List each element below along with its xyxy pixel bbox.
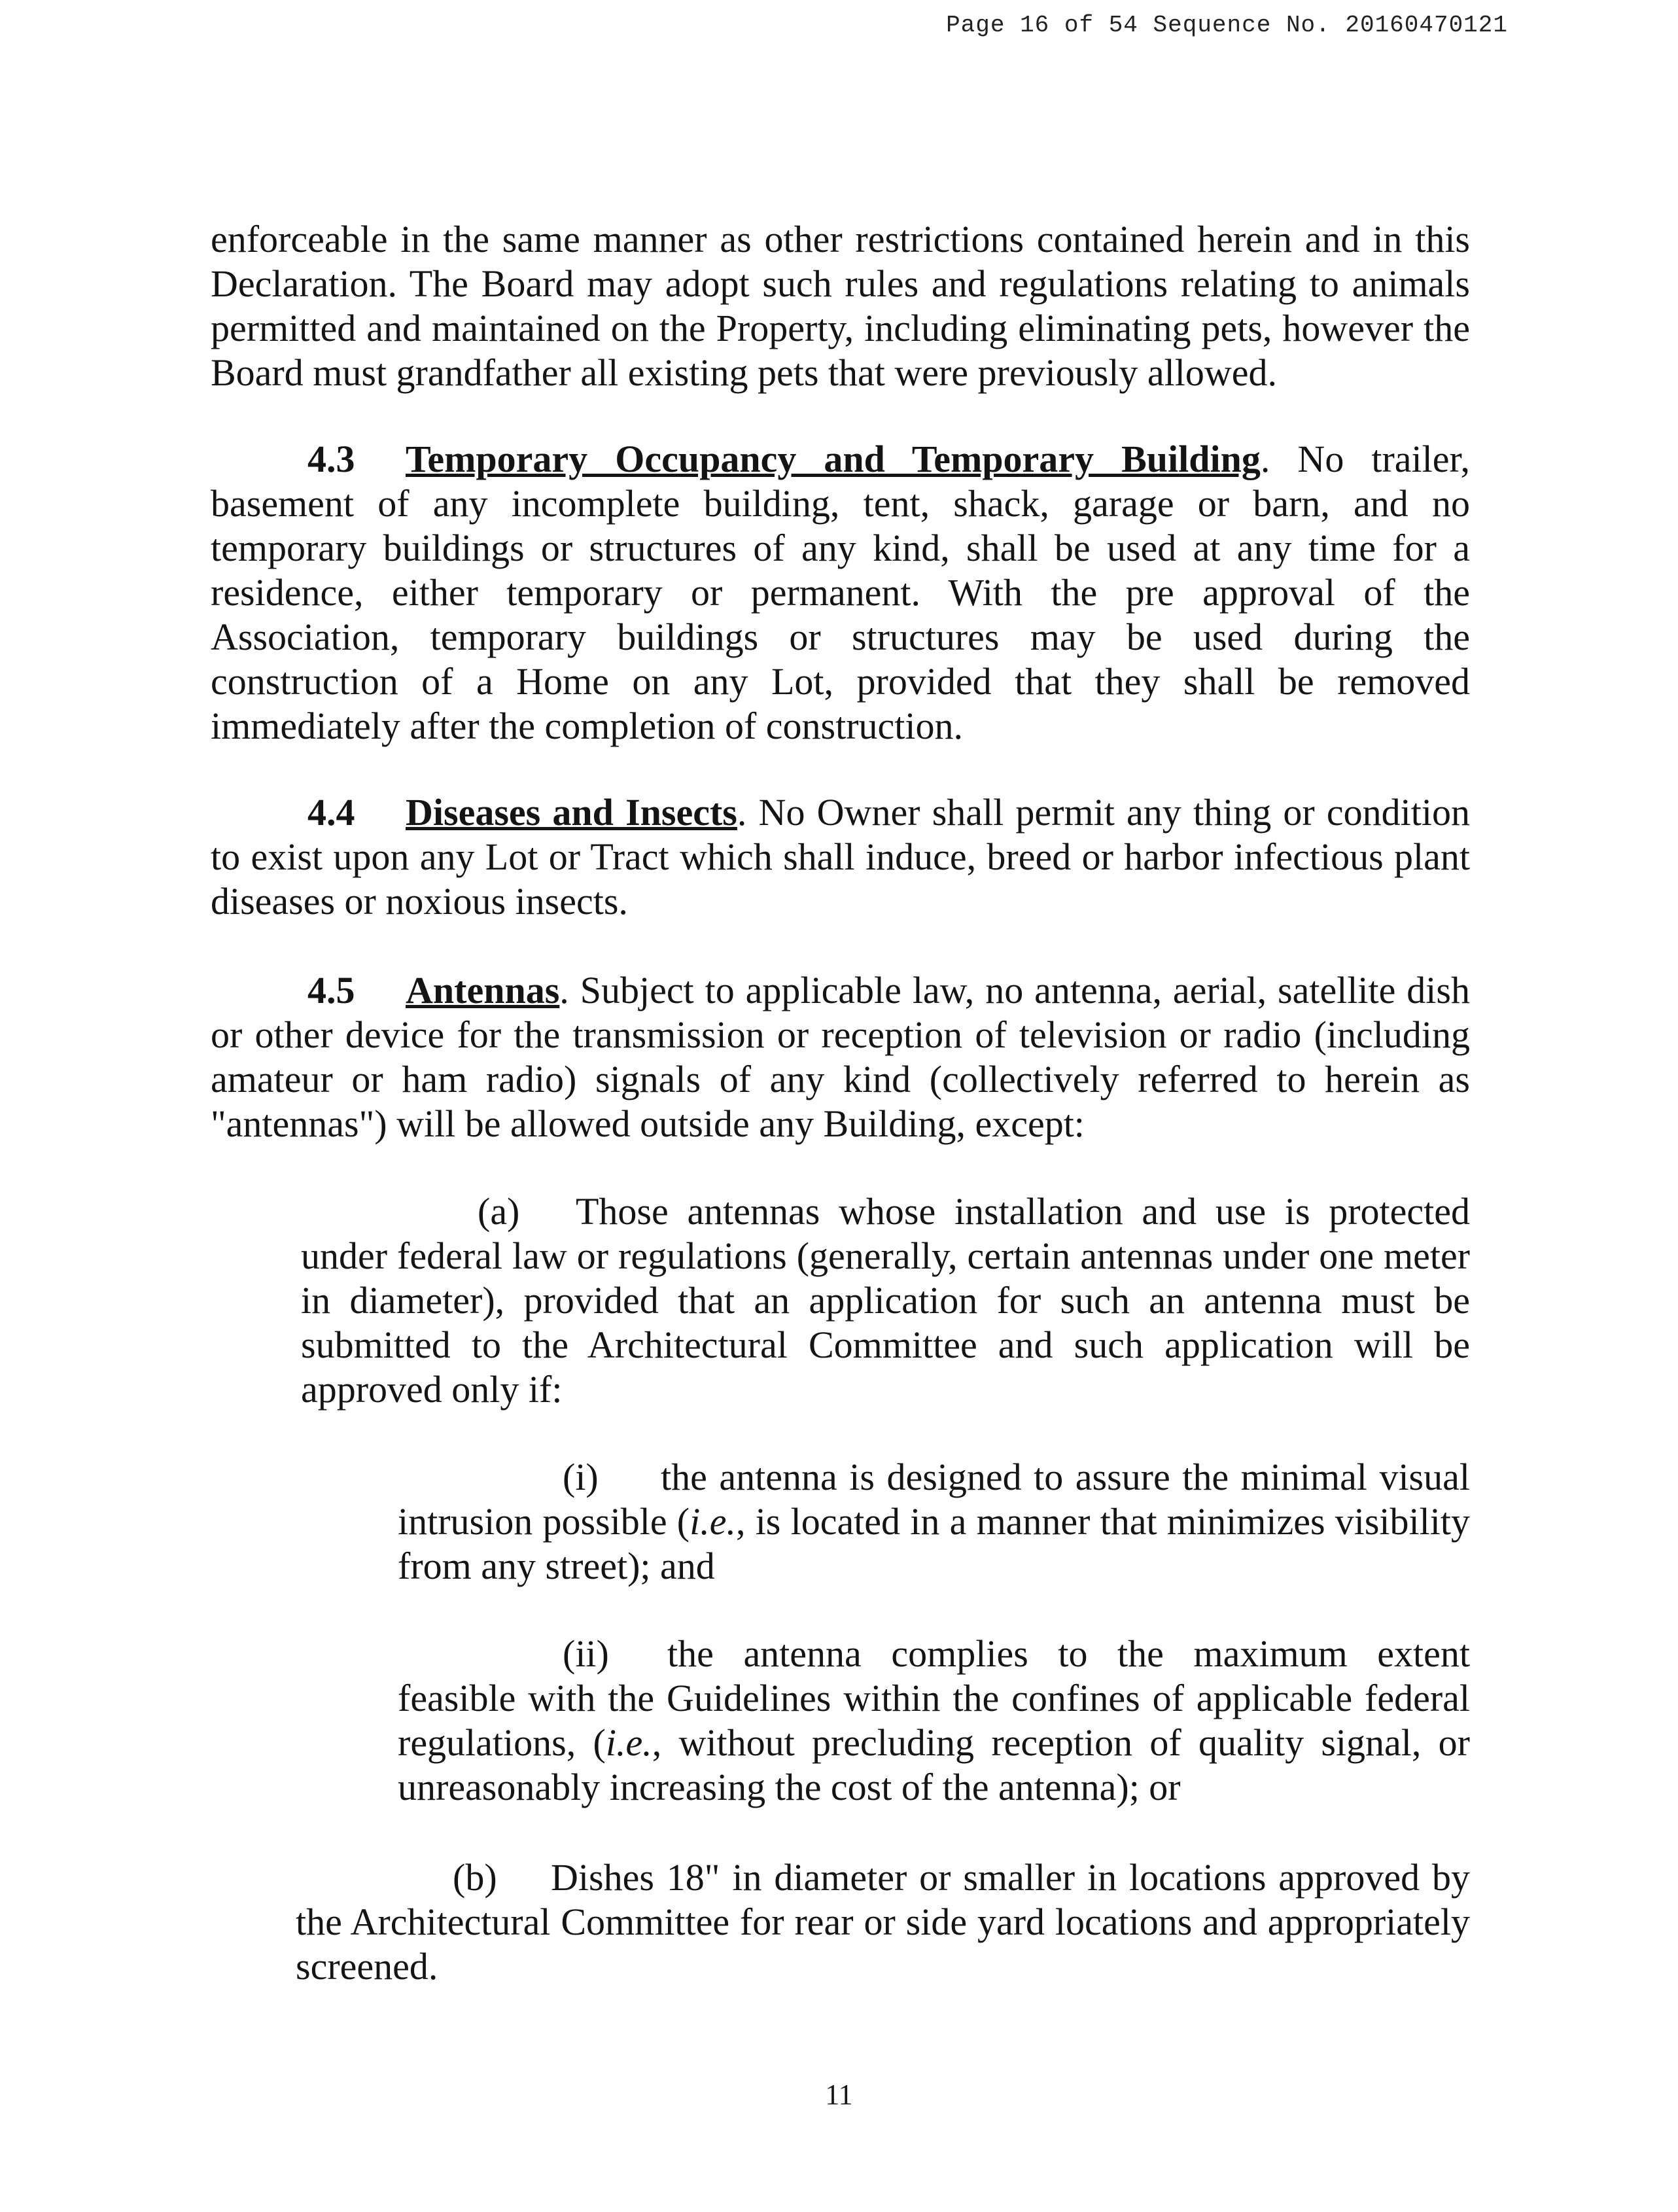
section-4-5-number: 4.5 <box>307 969 355 1011</box>
section-4-4-title: Diseases and Insects <box>406 791 737 834</box>
subsection-ii-text-before: the antenna complies to the maximum extent feasible with the Guidelines within the confines of applicable federal regulations, ( <box>398 1632 1470 1764</box>
subsection-ii-ie: i.e. <box>605 1721 652 1764</box>
subsection-b-text: Dishes 18" in diameter or smaller in locations approved by the Architectural Committee for rear or side yard locations and appropriately screened. <box>296 1856 1470 1988</box>
continuation-paragraph: enforceable in the same manner as other restrictions contained herein and in this Declaration. The Board may adopt such rules and regulations relating to animals permitted and maintained on the Property, including eliminating pets, however the Board must grandfather all existing pets that were previously allowed. <box>211 218 1470 394</box>
section-4-3-text: . No trailer, basement of any incomplete building, tent, shack, garage or barn, and no temporary buildings or structures of any kind, shall be used at any time for a residence, either temporary or permanent. With the pre approval of the Association, temporary buildings or structures may be used during the construction of a Home on any Lot, provided that they shall be removed immediately after the completion of construction. <box>211 438 1471 747</box>
subsection-b-paragraph <box>296 1855 1470 1989</box>
subsection-i-text-before: the antenna is designed to assure the minimal visual intrusion possible ( <box>398 1456 1470 1543</box>
section-4-3-title: Temporary Occupancy and Temporary Building <box>406 438 1261 480</box>
subsection-ii-paragraph <box>398 1632 1470 1810</box>
section-4-5-paragraph <box>211 968 1470 1146</box>
subsection-b-label: (b) <box>453 1856 497 1899</box>
subsection-i-text-after: , is located in a manner that minimizes visibility from any street); and <box>398 1500 1470 1587</box>
subsection-ii-text-after: , without precluding reception of quality signal, or unreasonably increasing the cost of the antenna); or <box>398 1721 1470 1808</box>
subsection-i-label: (i) <box>563 1456 599 1498</box>
subsection-i-ie: i.e. <box>690 1500 736 1543</box>
section-4-4-paragraph <box>211 790 1470 924</box>
subsection-a-text: Those antennas whose installation and use is protected under federal law or regulations (generally, certain antennas under one meter in diameter), provided that an application for such an antenna must be submitted to the Architectural Committee and such application will be approved only if: <box>301 1190 1470 1411</box>
section-4-4-number: 4.4 <box>307 791 355 834</box>
section-4-5-title: Antennas <box>406 969 560 1011</box>
section-4-5-text: . Subject to applicable law, no antenna, aerial, satellite dish or other device for the transmission or reception of television or radio (including amateur or ham radio) signals of any kind (collectively referred to herein as "antennas") will be allowed outside any Building, except: <box>211 969 1470 1145</box>
page-number: 11 <box>825 2079 853 2111</box>
section-4-3-number: 4.3 <box>307 438 355 480</box>
subsection-a-paragraph <box>301 1189 1470 1412</box>
page-header: Page 16 of 54 Sequence No. 20160470121 <box>946 12 1508 39</box>
subsection-a-label: (a) <box>478 1190 520 1233</box>
section-4-4-text: . No Owner shall permit any thing or condition to exist upon any Lot or Tract which shall induce, breed or harbor infectious plant diseases or noxious insects. <box>211 791 1470 922</box>
subsection-i-paragraph <box>398 1455 1470 1589</box>
subsection-ii-label: (ii) <box>563 1632 609 1675</box>
section-4-3-paragraph <box>211 437 1470 748</box>
